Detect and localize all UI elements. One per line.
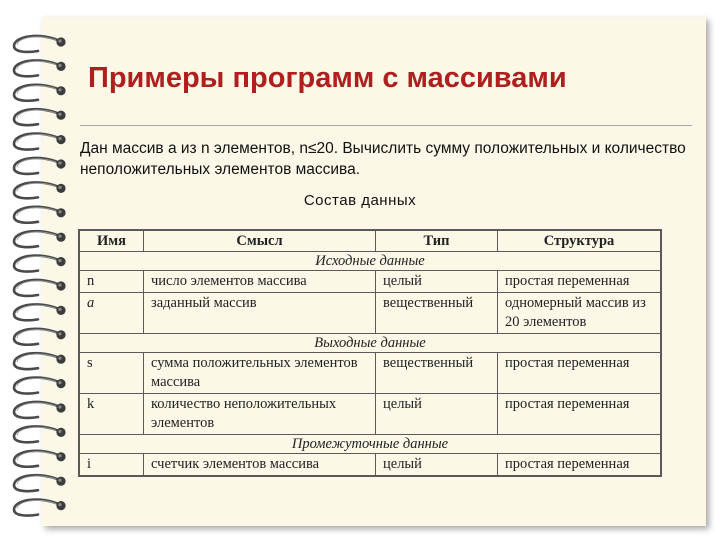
cell-type: вещественный [376, 293, 498, 334]
slide-title: Примеры программ с массивами [88, 62, 567, 94]
header-row [79, 230, 661, 252]
table-row [79, 271, 661, 293]
task-condition: n≤20 [299, 140, 334, 157]
section-intermediate: Промежуточные данные [79, 435, 661, 454]
cell-structure: простая переменная [498, 394, 662, 435]
section-input: Исходные данные [79, 252, 661, 271]
spiral-ring-icon [14, 402, 66, 418]
title-divider [80, 125, 692, 126]
cell-meaning: число элементов массива [144, 271, 376, 293]
cell-type: вещественный [376, 353, 498, 394]
spiral-ring-icon [14, 256, 66, 272]
table-row [79, 454, 661, 477]
cell-structure: простая переменная [498, 454, 662, 477]
spiral-ring-icon [14, 231, 66, 247]
spiral-ring-icon [14, 85, 66, 101]
spiral-ring-icon [14, 134, 66, 150]
table-row [79, 394, 661, 435]
cell-name: n [79, 271, 144, 293]
spiral-binding [0, 0, 80, 540]
cell-type: целый [376, 454, 498, 477]
spiral-ring-icon [14, 60, 66, 76]
section-row [79, 435, 661, 454]
section-output: Выходные данные [79, 334, 661, 353]
header-meaning: Смысл [144, 230, 376, 252]
spiral-ring-icon [14, 378, 66, 394]
cell-type: целый [376, 271, 498, 293]
cell-meaning: сумма положительных элементов массива [144, 353, 376, 394]
spiral-ring-icon [14, 451, 66, 467]
spiral-ring-icon [14, 182, 66, 198]
spiral-ring-icon [14, 158, 66, 174]
cell-structure: одномерный массив из 20 элементов [498, 293, 662, 334]
cell-meaning: количество неположительных элементов [144, 394, 376, 435]
section-row [79, 334, 661, 353]
task-text-part1: Дан массив a из n элементов, [80, 140, 300, 157]
data-table [78, 229, 662, 477]
table-row [79, 353, 661, 394]
spiral-ring-icon [14, 426, 66, 442]
cell-structure: простая переменная [498, 353, 662, 394]
header-name: Имя [79, 230, 144, 252]
spiral-ring-icon [14, 36, 66, 52]
cell-name: k [79, 394, 144, 435]
task-text [80, 138, 700, 180]
spiral-ring-icon [14, 329, 66, 345]
task-text-part2: . Вычислить сумму положительных и количество неположительных элементов массива. [80, 140, 686, 178]
spiral-ring-icon [14, 304, 66, 320]
table-caption: Состав данных [303, 192, 417, 209]
spiral-ring-icon [14, 109, 66, 125]
cell-meaning: счетчик элементов массива [144, 454, 376, 477]
header-structure: Структура [498, 230, 662, 252]
cell-type: целый [376, 394, 498, 435]
cell-structure: простая переменная [498, 271, 662, 293]
spiral-ring-icon [14, 500, 66, 516]
cell-name: a [79, 293, 144, 334]
header-type: Тип [376, 230, 498, 252]
cell-name: s [79, 353, 144, 394]
spiral-ring-icon [14, 353, 66, 369]
cell-name: i [79, 454, 144, 477]
cell-meaning: заданный массив [144, 293, 376, 334]
spiral-ring-icon [14, 207, 66, 223]
table-row [79, 293, 661, 334]
spiral-ring-icon [14, 475, 66, 491]
section-row [79, 252, 661, 271]
spiral-ring-icon [14, 280, 66, 296]
